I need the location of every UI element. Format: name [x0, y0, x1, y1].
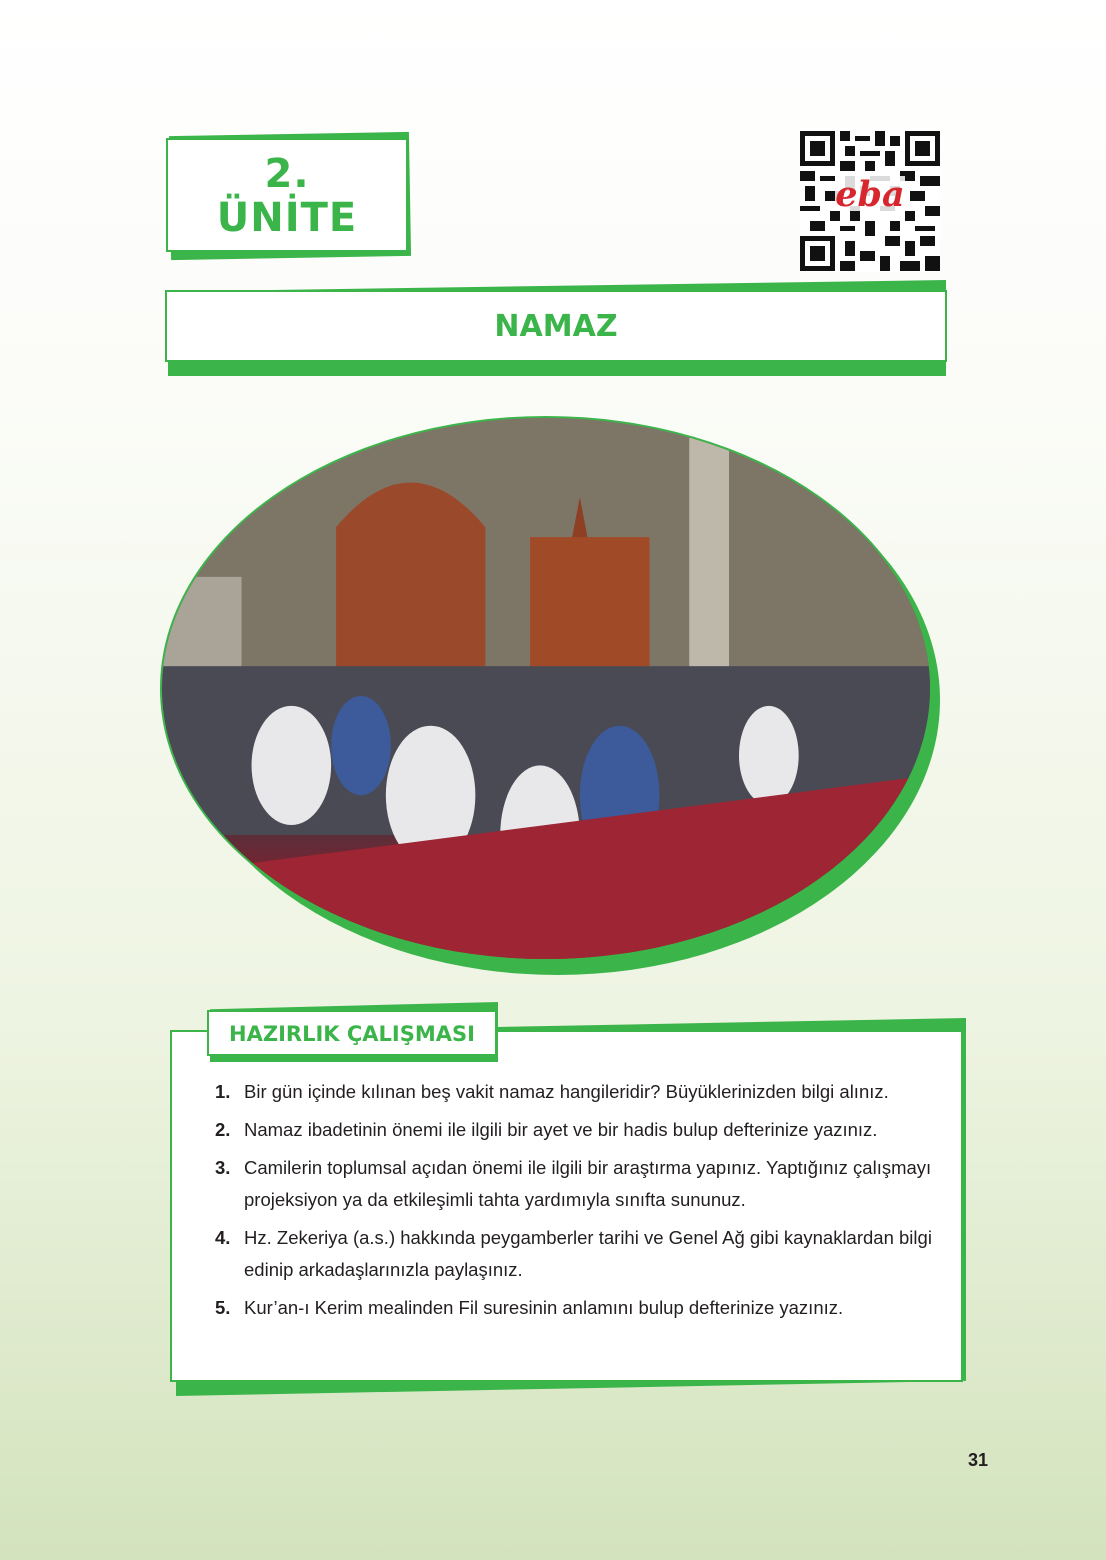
unit-number: 2.: [264, 151, 310, 197]
eba-logo: eba: [835, 174, 905, 215]
item-number: 5.: [215, 1297, 231, 1318]
page-number: 31: [968, 1450, 989, 1470]
item-text: Bir gün içinde kılınan beş vakit namaz hangileridir? Büyüklerinizden bilgi alınız.: [244, 1081, 889, 1102]
item-text: Namaz ibadetinin önemi ile ilgili bir ayet ve bir hadis bulup defterinize yazınız.: [244, 1119, 878, 1140]
item-number: 1.: [215, 1081, 231, 1102]
qr-code[interactable]: [800, 130, 940, 272]
item-number: 4.: [215, 1227, 231, 1248]
list-item: [215, 1114, 935, 1146]
wooden-door: [336, 483, 485, 677]
page-title: NAMAZ: [165, 290, 947, 362]
preparation-list: [215, 1076, 935, 1330]
column: [689, 438, 729, 696]
section-title: HAZIRLIK ÇALIŞMASI: [207, 1010, 497, 1056]
unit-label: ÜNİTE: [216, 195, 358, 241]
qr-code-icon: [800, 130, 940, 272]
item-text: Camilerin toplumsal açıdan önemi ile ilgili bir araştırma yapınız. Yaptığınız çalışmayı projeksiyon ya da etkileşimli tahta yardımıyla sınıfta sununuz.: [244, 1157, 932, 1210]
list-item: [215, 1152, 935, 1216]
mosque-congregation-photo: [160, 416, 932, 961]
list-item: [215, 1292, 935, 1324]
item-number: 3.: [215, 1157, 231, 1178]
item-text: Kur’an-ı Kerim mealinden Fil suresinin anlamını bulup defterinize yazınız.: [244, 1297, 844, 1318]
list-item: [215, 1222, 935, 1286]
item-number: 2.: [215, 1119, 231, 1140]
unit-box: [166, 138, 408, 252]
list-item: [215, 1076, 935, 1108]
item-text: Hz. Zekeriya (a.s.) hakkında peygamberler tarihi ve Genel Ağ gibi kaynaklardan bilgi edinip arkadaşlarınızla paylaşınız.: [244, 1227, 932, 1280]
